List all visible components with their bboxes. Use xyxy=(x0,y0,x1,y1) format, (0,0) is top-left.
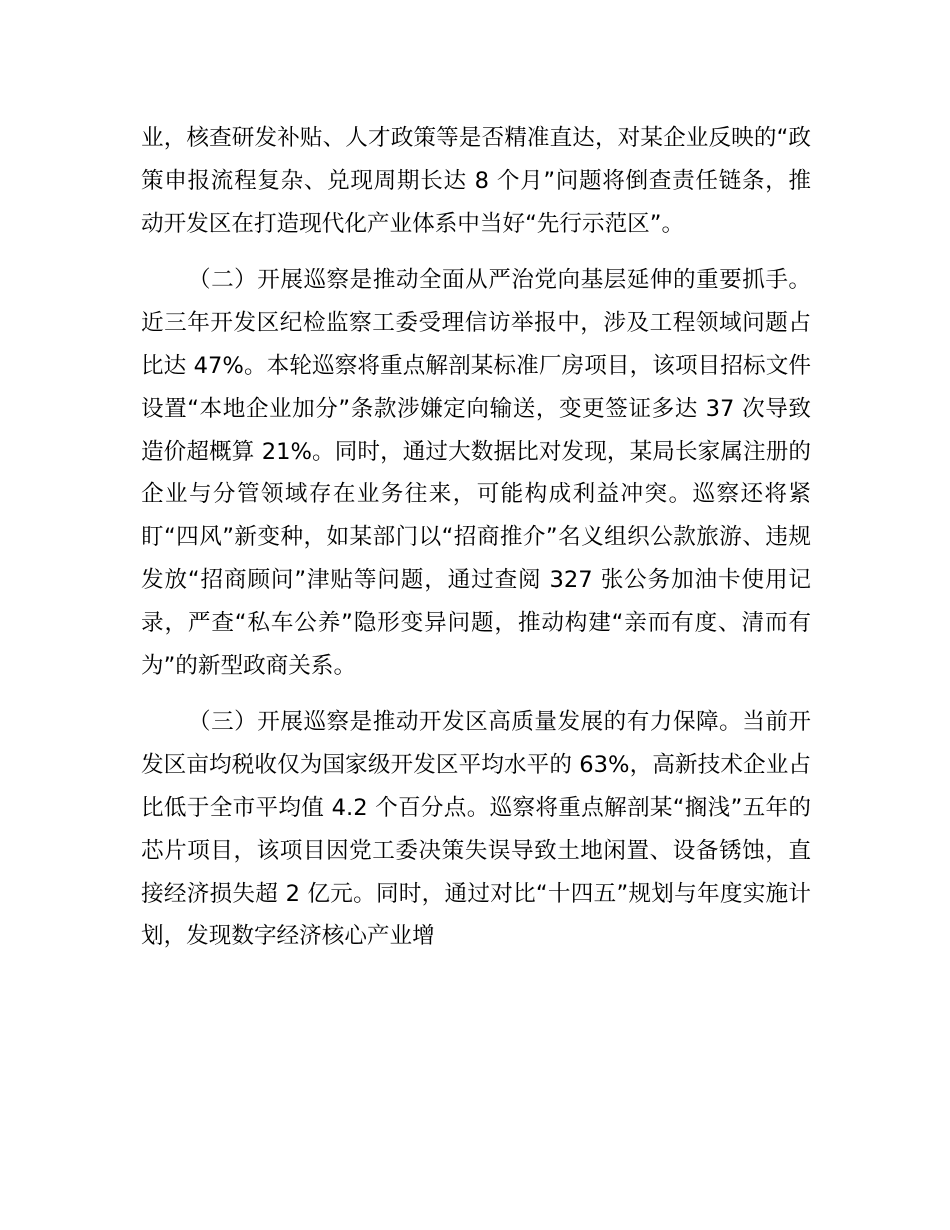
document-body xyxy=(141,117,811,958)
paragraph-section-three: （三）开展巡察是推动开发区高质量发展的有力保障。当前开发区亩均税收仅为国家级开发区平均水平的 63%，高新技术企业占比低于全市平均值 4.2 个百分点。巡察将重点解剖某“搁浅”五年的芯片项目，该项目因党工委决策失误导致土地闲置、设备锈蚀，直接经济损失超 2 亿元。同时，通过对比“十四五”规划与年度实施计划，发现数字经济核心产业增 xyxy=(141,709,811,950)
paragraph-section-two: （二）开展巡察是推动全面从严治党向基层延伸的重要抓手。近三年开发区纪检监察工委受理信访举报中，涉及工程领域问题占比达 47%。本轮巡察将重点解剖某标准厂房项目，该项目招标文件设置“本地企业加分”条款涉嫌定向输送，变更签证多达 37 次导致造价超概算 21%。同时，通过大数据比对发现，某局长家属注册的企业与分管领域存在业务往来，可能构成利益冲突。巡察还将紧盯“四风”新变种，如某部门以“招商推介”名义组织公款旅游、违规发放“招商顾问”津贴等问题，通过查阅 327 张公务加油卡使用记录，严查“私车公养”隐形变异问题，推动构建“亲而有度、清而有为”的新型政商关系。 xyxy=(141,267,811,679)
paragraph-continuation: 业，核查研发补贴、人才政策等是否精准直达，对某企业反映的“政策申报流程复杂、兑现周期长达 8 个月”问题将倒查责任链条，推动开发区在打造现代化产业体系中当好“先行示范区”。 xyxy=(141,125,811,237)
